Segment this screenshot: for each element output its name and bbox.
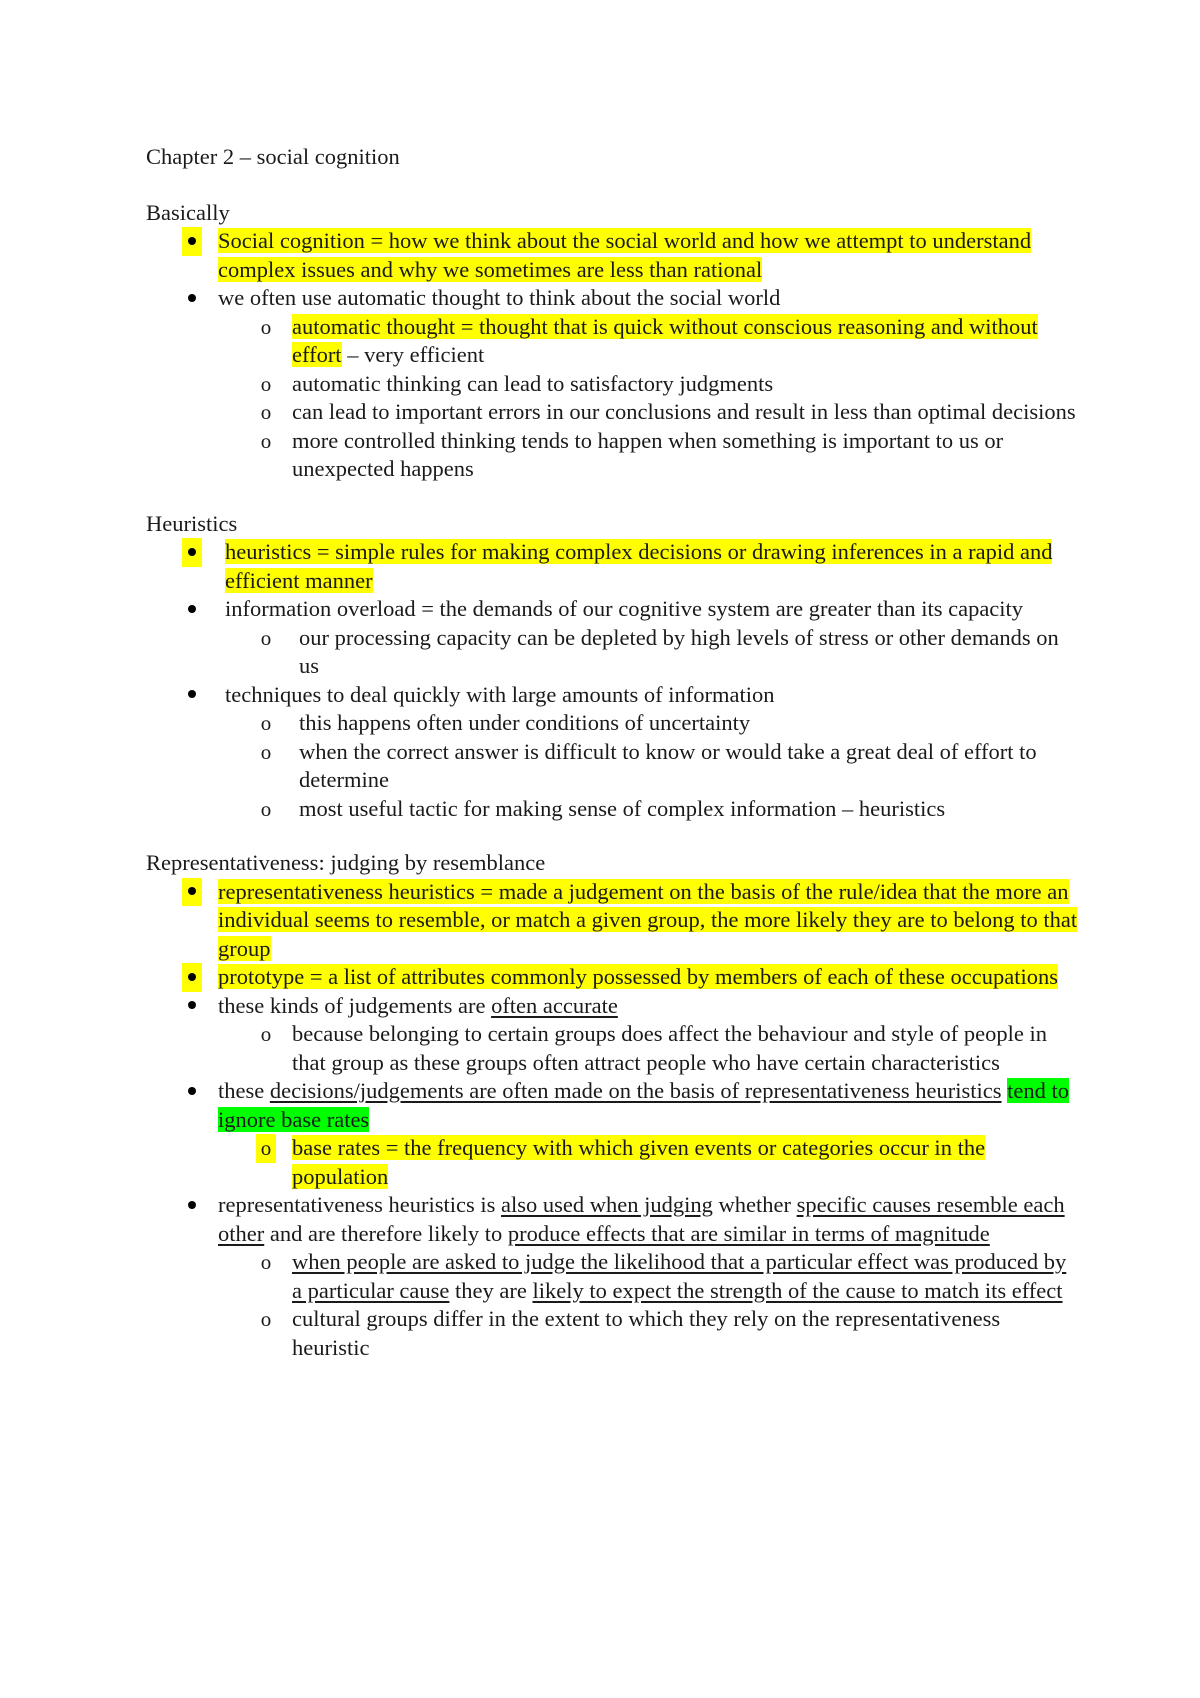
item-text: because belonging to certain groups does affect the behaviour and style of people in that group as these groups often attract people who have certain characteristics (292, 1021, 1047, 1075)
sub-bullet-icon: o (260, 400, 272, 424)
underlined-text: likely to expect the strength of the cause to match its effect (532, 1277, 1063, 1303)
sub-list-item (146, 1134, 1080, 1191)
list-item (146, 538, 1080, 595)
bullet-icon (182, 878, 202, 907)
bullet-icon (182, 681, 202, 710)
sub-list-item (146, 624, 1080, 681)
green-highlighted-text: tend to ignore base rates (218, 1078, 1070, 1132)
item-text: techniques to deal quickly with large amounts of information (225, 681, 775, 707)
highlighted-text: heuristics = simple rules for making complex decisions or drawing inferences in a rapid and efficient manner (225, 539, 1053, 593)
sub-bullet-icon: o (260, 625, 272, 650)
sub-list-item (146, 427, 1080, 484)
bullet-icon (182, 1077, 202, 1106)
underlined-text: specific causes resemble each other (218, 1192, 1065, 1246)
item-text: most useful tactic for making sense of complex information – heuristics (299, 795, 946, 821)
list-item (146, 681, 1080, 710)
bullet-icon (182, 284, 202, 313)
item-text: representativeness heuristics is (218, 1192, 502, 1217)
list-item (146, 284, 1080, 313)
sub-list-item (146, 1305, 1080, 1362)
item-text: and are therefore likely to (264, 1220, 508, 1246)
sub-bullet-icon: o (260, 739, 272, 764)
underlined-text: produce effects that are similar in terms of magnitude (507, 1220, 990, 1246)
item-text: we often use automatic thought to think about the social world (218, 285, 781, 310)
sub-list-item (146, 398, 1080, 427)
item-text: can lead to important errors in our conclusions and result in less than optimal decisions (292, 399, 1076, 424)
section-heading-representativeness: Representativeness: judging by resemblance (146, 850, 546, 875)
list-item (146, 992, 1080, 1021)
highlighted-text: Social cognition = how we think about the social world and how we attempt to understand complex issues and why we sometimes are less than rational (218, 228, 1032, 282)
bullet-icon (182, 538, 202, 567)
bullet-icon (182, 1191, 202, 1220)
bullet-icon (182, 963, 202, 992)
list-item (146, 963, 1080, 992)
item-text: automatic thinking can lead to satisfactory judgments (292, 370, 774, 396)
sub-list-item (146, 709, 1080, 738)
document-title: Chapter 2 – social cognition (146, 144, 400, 169)
item-text: our processing capacity can be depleted by high levels of stress or other demands on us (299, 624, 1059, 678)
item-text: these (218, 1078, 270, 1103)
sub-list-item (146, 738, 1080, 795)
underlined-text: often accurate (491, 992, 618, 1018)
section-heading-basically: Basically (146, 199, 230, 225)
list-item (146, 878, 1080, 964)
item-text: this happens often under conditions of uncertainty (299, 710, 751, 735)
item-text: these kinds of judgements are (218, 992, 492, 1018)
highlighted-text: base rates = the frequency with which given events or categories occur in the population (292, 1135, 986, 1189)
sub-list-item (146, 1020, 1080, 1077)
list-item (146, 227, 1080, 284)
sub-list-item (146, 313, 1080, 370)
bullet-icon (182, 227, 202, 256)
item-text: when the correct answer is difficult to know or would take a great deal of effort to determine (299, 738, 1037, 792)
underlined-text: also used when judging (501, 1192, 713, 1217)
sub-bullet-icon: o (260, 711, 272, 735)
bullet-icon (182, 992, 202, 1021)
underlined-text: decisions/judgements are often made on the basis of representativeness heuristics (269, 1078, 1002, 1103)
list-item (146, 595, 1080, 624)
sub-bullet-icon: o (260, 1250, 272, 1274)
sub-list-item (146, 795, 1080, 824)
item-text: information overload = the demands of our cognitive system are greater than its capacity (225, 596, 1024, 621)
section-heading-heuristics: Heuristics (146, 510, 238, 536)
highlighted-text: representativeness heuristics = made a judgement on the basis of the rule/idea that the more an individual seems to resemble, or match a given group, the more likely they are to belong to that group (218, 878, 1078, 961)
sub-bullet-icon: o (260, 428, 272, 453)
highlighted-text: prototype = a list of attributes commonly possessed by members of each of these occupations (218, 964, 1058, 989)
item-text: they are (449, 1277, 533, 1303)
item-text: cultural groups differ in the extent to which they rely on the representativeness heuristic (292, 1306, 1001, 1360)
sub-bullet-icon: o (260, 1022, 272, 1046)
sub-list-item (146, 370, 1080, 399)
sub-bullet-icon: o (260, 314, 272, 339)
list-item (146, 1191, 1080, 1248)
underlined-text: when people are asked to judge the likelihood that a particular effect was produced by a particular cause (292, 1249, 1067, 1303)
bullet-icon (182, 595, 202, 624)
sub-list-item (146, 1248, 1080, 1305)
item-text: – very efficient (341, 342, 485, 367)
sub-bullet-icon: o (260, 796, 272, 821)
item-text: whether (712, 1192, 797, 1217)
sub-bullet-icon: o (260, 371, 272, 396)
sub-bullet-icon: o (256, 1134, 276, 1163)
item-text: more controlled thinking tends to happen when something is important to us or unexpected happens (292, 427, 1004, 481)
sub-bullet-icon: o (260, 1307, 272, 1331)
list-item (146, 1077, 1080, 1134)
highlighted-text: automatic thought = thought that is quick without conscious reasoning and without effort (292, 313, 1038, 367)
